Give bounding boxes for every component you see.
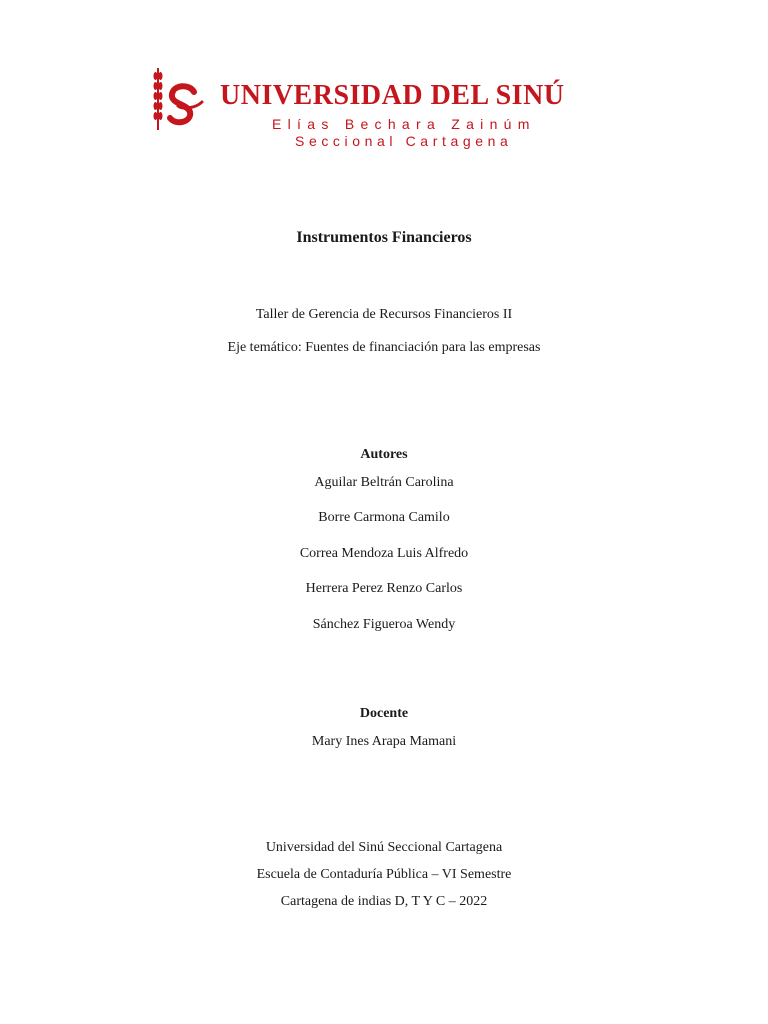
university-emblem-icon: [152, 66, 212, 136]
authors-heading: Autores: [360, 447, 408, 462]
teacher-heading: Docente: [359, 706, 409, 721]
school-line: Escuela de Contaduría Pública – VI Semestre: [256, 867, 512, 882]
logo-founder-line: Elías Bechara Zainúm: [272, 116, 536, 132]
logo-campus-line: Seccional Cartagena: [295, 133, 513, 149]
topic-line: Eje temático: Fuentes de financiación para las empresas: [227, 340, 541, 355]
place-date-line: Cartagena de indias D, T Y C – 2022: [280, 894, 488, 909]
course-name: Taller de Gerencia de Recursos Financieros II: [255, 307, 513, 322]
teacher-name: Mary Ines Arapa Mamani: [311, 734, 457, 749]
author-item: Borre Carmona Camilo: [318, 510, 450, 525]
logo-university-name: UNIVERSIDAD DEL SINÚ: [220, 80, 565, 111]
author-item: Sánchez Figueroa Wendy: [312, 617, 456, 632]
university-logo: [152, 66, 612, 150]
author-item: Correa Mendoza Luis Alfredo: [299, 546, 469, 561]
institution-line: Universidad del Sinú Seccional Cartagena: [265, 840, 503, 855]
author-item: Aguilar Beltrán Carolina: [314, 475, 454, 490]
document-title: Instrumentos Financieros: [296, 229, 472, 246]
author-item: Herrera Perez Renzo Carlos: [305, 581, 463, 596]
